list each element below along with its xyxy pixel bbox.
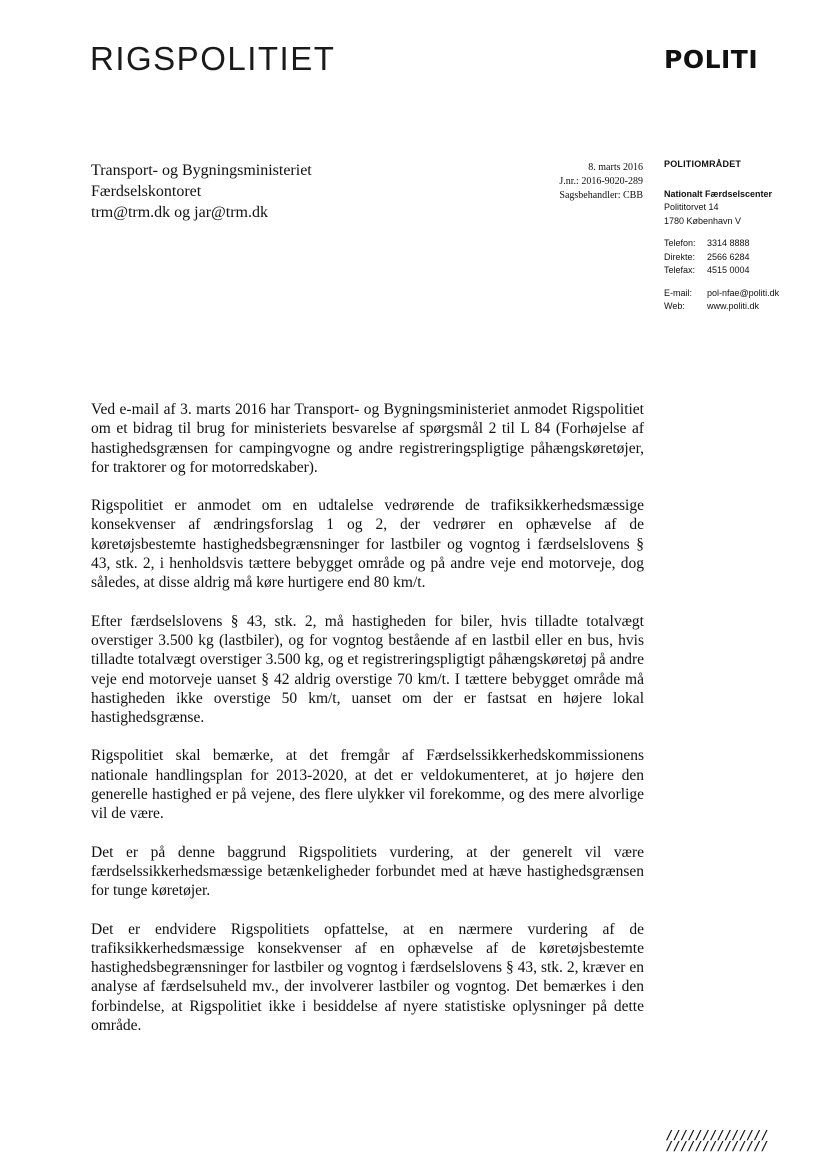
fax-value: 4515 0004 [707, 265, 750, 275]
letter-body [91, 400, 644, 1054]
sender-street: Polititorvet 14 [664, 202, 719, 212]
recipient-email: trm@trm.dk og jar@trm.dk [91, 204, 268, 221]
recipient-line: Transport- og Bygningsministeriet [91, 162, 312, 179]
sender-heading: POLITIOMRÅDET [664, 159, 742, 169]
email-label: E-mail: [664, 287, 693, 298]
recipient-line: Færdselskontoret [91, 183, 202, 200]
body-paragraph: Efter færdselslovens § 43, stk. 2, må hastigheden for biler, hvis tilladte totalvægt overstiger 3.500 kg (lastbiler), og for vogntog bestående af en lastbil eller en bus, hvis tilladte totalvægt overstiger 3.500 kg, og et registreringspligtigt påhængskøretøj på andre veje end motorveje uanset § 42 aldrig overstige 70 km/t. I tættere bebygget område må hastigheden ikke overstige 50 km/t, uanset om der er fastsat en højere lokal hastighedsgrænse. [91, 612, 644, 727]
web-row [664, 300, 814, 314]
sender-unit: Nationalt Færdselscenter [664, 188, 773, 199]
letter-meta [470, 161, 643, 203]
letter-date: 8. marts 2016 [588, 162, 643, 173]
direct-row [664, 251, 814, 265]
body-paragraph: Ved e-mail af 3. marts 2016 har Transport- og Bygningsministeriet anmodet Rigspolitiet om et bidrag til brug for ministeriets besvarelse af spørgsmål 2 til L 84 (Forhøjelse af hastighedsgrænsen for campingvogne og andre registreringspligtige påhængskøretøjer, for traktorer og for motorredskaber). [91, 401, 644, 476]
web-label: Web: [664, 301, 685, 311]
phone-value: 3314 8888 [707, 238, 750, 248]
politi-logo: POLITI [664, 45, 759, 74]
fax-label: Telefax: [664, 265, 696, 275]
recipient-address [91, 160, 411, 223]
web-value: www.politi.dk [707, 301, 760, 311]
email-row [664, 287, 814, 301]
phone-label: Telefon: [664, 238, 696, 248]
body-paragraph: Rigspolitiet er anmodet om en udtalelse vedrørende de trafiksikkerhedsmæssige konsekvenser af ændringsforslag 1 og 2, der vedrører en ophævelse af de køretøjsbestemte hastighedsbegrænsninger for lastbiler og vogntog i færdselslovens § 43, stk. 2, i henholdsvis tættere bebygget område og på andre veje end motorveje, dog således, at disse aldrig må køre hurtigere end 80 km/t. [91, 497, 644, 592]
agency-name: RIGSPOLITIET [90, 40, 336, 77]
phone-row [664, 237, 814, 251]
sender-city: 1780 København V [664, 215, 742, 226]
direct-value: 2566 6284 [707, 251, 750, 262]
body-paragraph: Rigspolitiet skal bemærke, at det fremgår af Færdselssikkerhedskommissionens nationale handlingsplan for 2013-2020, at det er veldokumenteret, at jo højere den generelle hastighed er på vejene, des flere ulykker vil forekomme, og des mere alvorlige vil de være. [91, 747, 644, 823]
body-paragraph: Det er endvidere Rigspolitiets opfattelse, at en nærmere vurdering af de trafiksikkerhedsmæssige konsekvenser af en ophævelse af de køretøjsbestemte hastighedsbegrænsninger for lastbiler og vogntog i færdselslovens § 43, stk. 2, kræver en analyse af færdselsuheld mv., der involverer lastbiler og vogntog. Det bemærkes i den forbindelse, at Rigspolitiet ikke i besiddelse af nyere statistiske oplysninger på dette område. [91, 920, 644, 1035]
body-paragraph: Det er på denne baggrund Rigspolitiets vurdering, at der generelt vil være færdselssikkerhedsmæssige betænkeligheder forbundet med at hæve hastighedsgrænsen for tunge køretøjer. [91, 843, 644, 900]
direct-label: Direkte: [664, 251, 696, 262]
fax-row [664, 264, 814, 278]
journal-number: J.nr.: 2016-9020-289 [559, 176, 643, 187]
barcode-pattern: ////////////// ////////////// [666, 1128, 769, 1153]
case-handler: Sagsbehandler: CBB [559, 190, 643, 201]
sender-block [664, 158, 814, 314]
email-value: pol-nfae@politi.dk [707, 287, 780, 298]
